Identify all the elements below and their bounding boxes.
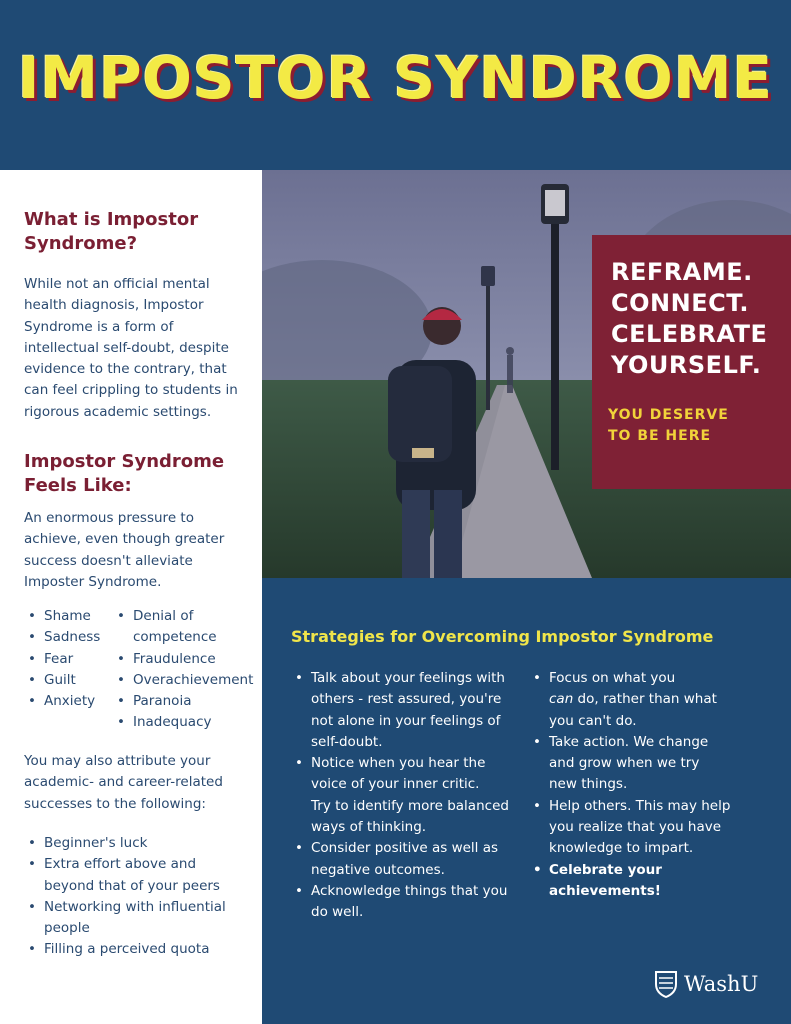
attribute-list (24, 833, 226, 961)
list-item: • Anxiety (24, 691, 100, 712)
list-item: • Inadequacy (113, 712, 253, 733)
strategies-list-col1 (291, 668, 526, 924)
what-heading: What is Impostor Syndrome? (24, 209, 199, 254)
list-item: • Focus on what you can do, rather than what you can't do. (529, 668, 779, 732)
list-item: • Help others. This may help you realize that you have knowledge to impart. (529, 796, 779, 860)
header-banner (0, 0, 791, 170)
page-title: IMPOSTOR SYNDROME (17, 44, 774, 112)
list-item: • Acknowledge things that you do well. (291, 881, 526, 924)
strategies-heading: Strategies for Overcoming Impostor Syndrome (291, 627, 714, 646)
strategies-list-col2 (529, 668, 779, 902)
list-item: • Fraudulence (113, 649, 253, 670)
left-column (0, 170, 262, 1024)
list-item: • Notice when you hear the voice of your inner critic. Try to identify more balanced ways of thinking. (291, 753, 526, 838)
feelings-list-col2 (113, 606, 253, 734)
list-item: • Overachievement (113, 670, 253, 691)
washu-logo (654, 970, 766, 1000)
callout-heading: REFRAME. CONNECT. CELEBRATE YOURSELF. (611, 258, 768, 379)
list-item: • Celebrate your achievements! (529, 860, 779, 903)
feels-heading: Impostor Syndrome Feels Like: (24, 451, 225, 496)
list-item: • Take action. We change and grow when we try new things. (529, 732, 779, 796)
list-item: • Fear (24, 649, 100, 670)
list-item: • Consider positive as well as negative outcomes. (291, 838, 526, 881)
list-item: • Sadness (24, 627, 100, 648)
list-item: • Shame (24, 606, 100, 627)
strategies-panel (262, 578, 791, 1024)
list-item: • Networking with influential people (24, 897, 226, 940)
feels-body: An enormous pressure to achieve, even though greater success doesn't alleviate Imposter Syndrome. (24, 510, 225, 590)
list-item: • Extra effort above and beyond that of your peers (24, 854, 226, 897)
callout-subheading: YOU DESERVE TO BE HERE (608, 407, 729, 444)
shield-icon (654, 970, 678, 998)
list-item: • Denial of competence (113, 606, 253, 649)
list-item: • Talk about your feelings with others - rest assured, you're not alone in your feelings of self-doubt. (291, 668, 526, 753)
callout-box (592, 235, 791, 489)
feelings-list-col1 (24, 606, 100, 712)
list-item: • Guilt (24, 670, 100, 691)
attribute-body: You may also attribute your academic- and career-related successes to the following: (24, 753, 223, 812)
list-item: • Paranoia (113, 691, 253, 712)
what-body: While not an official mental health diagnosis, Impostor Syndrome is a form of intellectual self-doubt, despite evidence to the contrary, that can feel crippling to students in rigorous academic settings. (24, 276, 238, 420)
list-item: • Beginner's luck (24, 833, 226, 854)
list-item: • Filling a perceived quota (24, 939, 226, 960)
logo-text: WashU (684, 972, 759, 996)
